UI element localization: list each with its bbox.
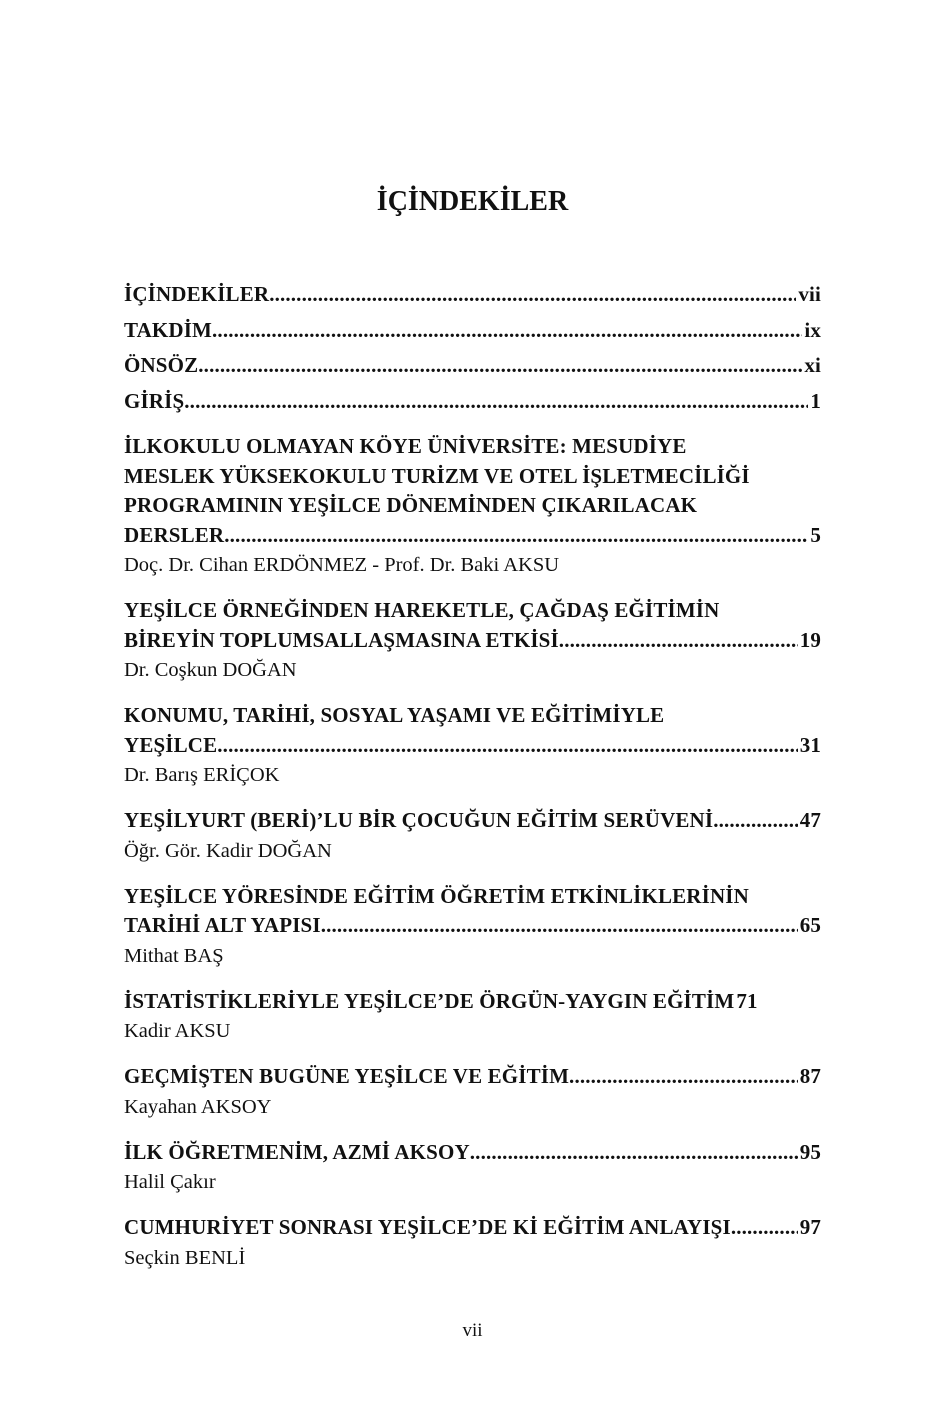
toc-entry-front-matter [124, 387, 821, 417]
toc-entry-chapter [124, 596, 821, 685]
toc-author: Dr. Coşkun DOĞAN [124, 659, 297, 681]
toc-page-number: 97 [799, 1215, 821, 1239]
dot-leader [217, 731, 797, 761]
toc-page-number: xi [804, 353, 821, 377]
toc-entry-title: İÇİNDEKİLER [124, 282, 270, 306]
toc-entry-chapter [124, 1213, 821, 1273]
toc-title-line: YEŞİLCE YÖRESİNDE EĞİTİM ÖĞRETİM ETKİNLİKLERİNİN [124, 883, 749, 908]
toc-entry-chapter [124, 806, 821, 866]
toc-title-line: YEŞİLCE [124, 732, 218, 757]
toc-title-line: İLK ÖĞRETMENİM, AZMİ AKSOY [124, 1139, 470, 1164]
toc-page-number: 65 [799, 913, 821, 937]
dot-leader [470, 1138, 798, 1168]
toc-title-line: KONUMU, TARİHİ, SOSYAL YAŞAMI VE EĞİTİMİYLE [124, 703, 665, 727]
toc-page-number: 5 [810, 522, 821, 547]
toc-entry-chapter [124, 882, 821, 971]
toc-author: Dr. Barış ERİÇOK [124, 764, 280, 786]
toc-entry-chapter [124, 1138, 821, 1198]
toc-entry-front-matter [124, 280, 821, 310]
toc-entry-title: TAKDİM [124, 317, 213, 342]
toc-entry-front-matter [124, 316, 821, 346]
toc-author: Mithat BAŞ [124, 944, 224, 967]
toc-page-number: vii [798, 282, 821, 306]
page-title: İÇİNDEKİLER [376, 186, 569, 217]
toc-entry-title: ÖNSÖZ [124, 353, 199, 377]
toc-title-line: İSTATİSTİKLERİYLE YEŞİLCE’DE ÖRGÜN-YAYGIN EĞİTİM [124, 988, 735, 1013]
toc-entry-title: GİRİŞ [124, 388, 185, 413]
dot-leader [212, 316, 802, 346]
dot-leader [198, 351, 802, 381]
toc-entry-chapter [124, 432, 821, 580]
dot-leader [713, 806, 798, 836]
dot-leader [559, 626, 798, 656]
toc-author: Kayahan AKSOY [124, 1095, 272, 1118]
toc-title-line: İLKOKULU OLMAYAN KÖYE ÜNİVERSİTE: MESUDİYE [124, 434, 687, 458]
toc-page-number: ix [804, 317, 821, 342]
toc-author: Seçkin BENLİ [124, 1246, 246, 1269]
toc-title-line: MESLEK YÜKSEKOKULU TURİZM VE OTEL İŞLETMECİLİĞİ [124, 463, 750, 488]
dot-leader [184, 387, 808, 417]
toc-title-line: PROGRAMININ YEŞİLCE DÖNEMİNDEN ÇIKARILACAK [124, 493, 698, 517]
toc-page-number: 1 [810, 388, 821, 413]
page-number: vii [462, 1320, 483, 1341]
toc-title-line: BİREYİN TOPLUMSALLAŞMASINA ETKİSİ [124, 627, 559, 652]
dot-leader [731, 1213, 798, 1243]
toc-entry-front-matter [124, 351, 821, 381]
toc-entry-chapter [124, 701, 821, 790]
toc-author: Kadir AKSU [124, 1020, 231, 1042]
toc-page-number: 71 [736, 988, 758, 1013]
toc-title-line: TARİHİ ALT YAPISI [124, 913, 321, 937]
toc-page-number: 19 [799, 627, 821, 652]
dot-leader [321, 911, 798, 941]
toc-page-number: 87 [799, 1064, 821, 1088]
toc-title-line: YEŞİLCE ÖRNEĞİNDEN HAREKETLE, ÇAĞDAŞ EĞİTİMİN [124, 598, 720, 622]
toc-title-line: CUMHURİYET SONRASI YEŞİLCE’DE Kİ EĞİTİM ANLAYIŞI [124, 1215, 731, 1239]
dot-leader [569, 1062, 798, 1092]
toc-title-line: YEŞİLYURT (BERİ)’LU BİR ÇOCUĞUN EĞİTİM SERÜVENİ [124, 808, 714, 832]
toc-author: Doç. Dr. Cihan ERDÖNMEZ - Prof. Dr. Baki AKSU [124, 554, 560, 576]
toc-title-line: DERSLER [124, 522, 225, 547]
dot-leader [269, 280, 796, 310]
toc-author: Öğr. Gör. Kadir DOĞAN [124, 839, 332, 862]
toc-title-line: GEÇMİŞTEN BUGÜNE YEŞİLCE VE EĞİTİM [124, 1064, 570, 1088]
toc-page-number: 95 [799, 1139, 821, 1164]
toc-entry-chapter [124, 1062, 821, 1122]
toc-author: Halil Çakır [124, 1171, 216, 1193]
dot-leader [224, 521, 808, 551]
toc-entry-chapter [124, 987, 821, 1047]
toc-page-number: 31 [799, 732, 821, 757]
toc-page-number: 47 [799, 808, 821, 832]
table-of-contents [124, 280, 821, 1273]
